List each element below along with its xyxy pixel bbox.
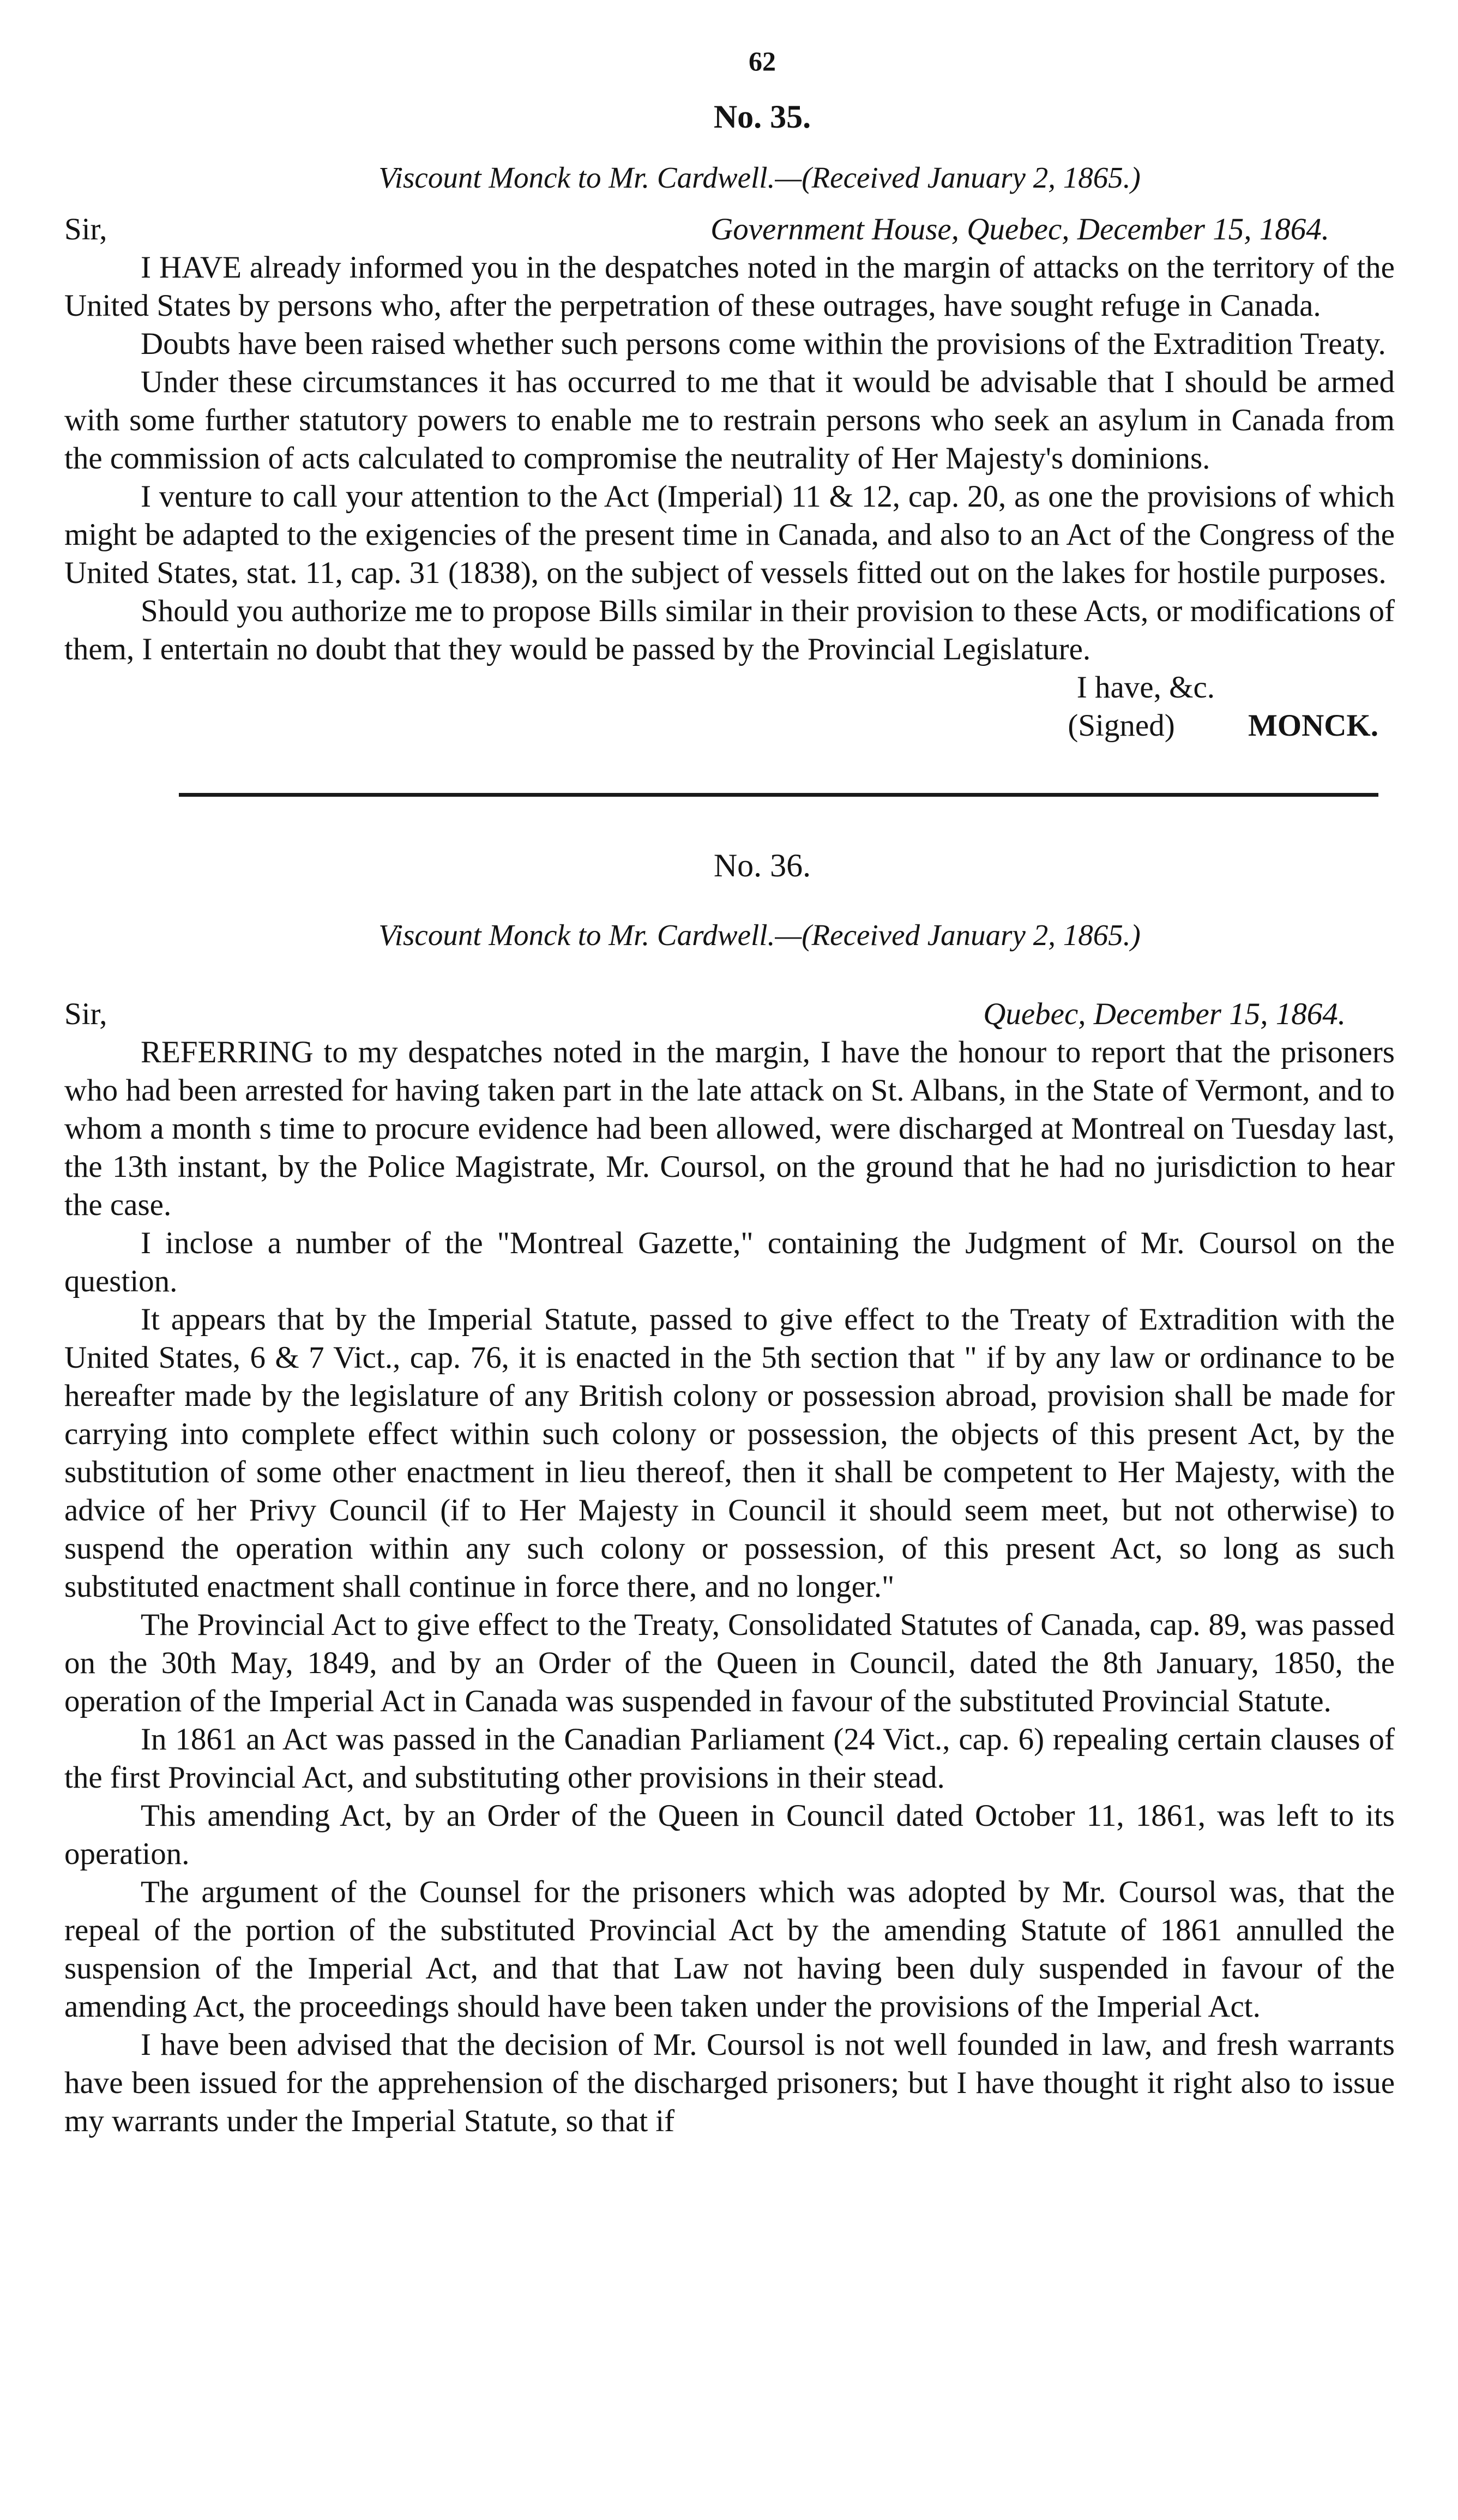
- despatch-35: [64, 95, 1395, 745]
- despatch-number: No. 36.: [713, 847, 811, 883]
- paragraph: I have been advised that the decision of Mr. Coursol is not well founded in law, and fresh warrants have been issued for the apprehension of the discharged prisoners; but I have thought it right also to issue my warrants under the Imperial Statute, so that if: [64, 2028, 1395, 2138]
- salutation: Sir,: [64, 997, 107, 1031]
- closing-formula: I have, &c.: [1076, 670, 1215, 705]
- salutation: Sir,: [64, 212, 107, 246]
- paragraph: The argument of the Counsel for the prisoners which was adopted by Mr. Coursol was, that the repeal of the portion of the substituted Provincial Act by the amending Statute of 1861 annulled the suspension of the Imperial Act, and that that Law not having been duly suspended in favour of the amending Act, the proceedings should have been taken under the provisions of the Imperial Act.: [64, 1875, 1395, 2024]
- place-date: Quebec, December 15, 1864.: [983, 997, 1346, 1031]
- despatch-heading: Viscount Monck to Mr. Cardwell.—(Received January 2, 1865.): [378, 918, 1141, 952]
- paragraph: REFERRING to my despatches noted in the margin, I have the honour to report that the prisoners who had been arrested for having taken part in the late attack on St. Albans, in the State of Vermont, and to whom a month s time to procure evidence had been allowed, were discharged at Montreal on Tuesday last, the 13th instant, by the Police Magistrate, Mr. Coursol, on the ground that he had no jurisdiction to hear the case.: [64, 1035, 1395, 1222]
- signature: MONCK.: [1248, 708, 1378, 743]
- despatch-number: No. 35.: [713, 99, 811, 135]
- paragraph: I HAVE already informed you in the despatches noted in the margin of attacks on the territory of the United States by persons who, after the perpetration of these outrages, have sought refuge in Canada.: [64, 250, 1395, 323]
- paragraph: Under these circumstances it has occurred to me that it would be advisable that I should be armed with some further statutory powers to enable me to restrain persons who seek an asylum in Canada from the commission of acts calculated to compromise the neutrality of Her Majesty's dominions.: [64, 365, 1395, 476]
- paragraph: I inclose a number of the "Montreal Gazette," containing the Judgment of Mr. Coursol on the question.: [64, 1226, 1395, 1298]
- paragraph: I venture to call your attention to the Act (Imperial) 11 & 12, cap. 20, as one the provisions of which might be adapted to the exigencies of the present time in Canada, and also to an Act of the Congress of the United States, stat. 11, cap. 31 (1838), on the subject of vessels fitted out on the lakes for hostile purposes.: [64, 479, 1395, 590]
- paragraph: It appears that by the Imperial Statute, passed to give effect to the Treaty of Extradition with the United States, 6 & 7 Vict., cap. 76, it is enacted in the 5th section that " if by any law or ordinance to be hereafter made by the legislature of any British colony or possession abroad, provision shall be made for carrying into complete effect within such colony or possession, the objects of this present Act, by the substitution of some other enactment in lieu thereof, then it shall be competent to Her Majesty, with the advice of her Privy Council (if to Her Majesty in Council it should seem meet, but not otherwise) to suspend the operation within any such colony or possession, of this present Act, so long as such substituted enactment shall continue in force there, and no longer.": [64, 1302, 1395, 1604]
- page-number: 62: [749, 46, 776, 76]
- despatch-heading: Viscount Monck to Mr. Cardwell.—(Received January 2, 1865.): [378, 161, 1141, 194]
- section-divider: [179, 793, 1378, 797]
- signed-label: (Signed): [1068, 708, 1175, 743]
- paragraph: The Provincial Act to give effect to the Treaty, Consolidated Statutes of Canada, cap. 89, was passed on the 30th May, 1849, and by an Order of the Queen in Council, dated the 8th January, 1850, the operation of the Imperial Act in Canada was suspended in favour of the substituted Provincial Statute.: [64, 1608, 1395, 1718]
- paragraph: In 1861 an Act was passed in the Canadian Parliament (24 Vict., cap. 6) repealing certain clauses of the first Provincial Act, and substituting other provisions in their stead.: [64, 1722, 1395, 1795]
- paragraph: Doubts have been raised whether such persons come within the provisions of the Extradition Treaty.: [141, 327, 1386, 361]
- place-date: Government House, Quebec, December 15, 1864.: [710, 212, 1329, 246]
- despatch-36: [64, 844, 1395, 2140]
- closing-block: [64, 669, 1395, 745]
- paragraph: Should you authorize me to propose Bills similar in their provision to these Acts, or modifications of them, I entertain no doubt that they would be passed by the Provincial Legislature.: [64, 594, 1395, 666]
- salutation-line: [64, 210, 1395, 249]
- paragraph: This amending Act, by an Order of the Queen in Council dated October 11, 1861, was left to its operation.: [64, 1799, 1395, 1871]
- signature-line: [64, 707, 1395, 745]
- document-page: [64, 44, 1395, 2140]
- salutation-line: [64, 995, 1395, 1033]
